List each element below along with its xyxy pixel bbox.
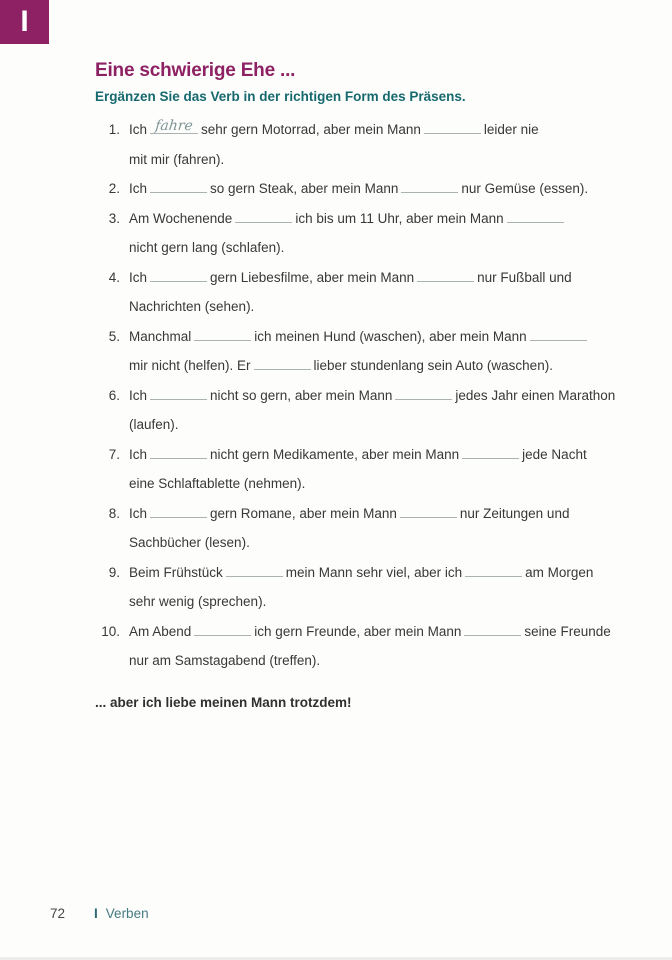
answer-blank[interactable] bbox=[150, 118, 198, 134]
blank-line[interactable] bbox=[424, 118, 481, 134]
blank-line[interactable] bbox=[400, 502, 457, 518]
section-tab bbox=[0, 0, 49, 44]
text-segment: nur Zeitungen und bbox=[459, 505, 570, 521]
text-segment: ich gern Freunde, aber mein Mann bbox=[254, 623, 462, 639]
text-segment: Am Abend bbox=[129, 623, 192, 639]
item-number: 1. bbox=[108, 122, 120, 137]
text-segment: nur am Samstagabend (treffen). bbox=[129, 653, 321, 668]
page-number: 72 bbox=[50, 906, 66, 921]
item-text bbox=[129, 204, 644, 263]
text-segment: Ich bbox=[129, 269, 148, 285]
blank-line[interactable] bbox=[507, 207, 564, 223]
item-number: 10. bbox=[101, 623, 120, 639]
item-number: 6. bbox=[108, 387, 120, 403]
blank-line[interactable] bbox=[150, 177, 207, 193]
text-segment: jedes Jahr einen Marathon bbox=[455, 387, 616, 403]
blank-line[interactable] bbox=[465, 561, 522, 577]
exercise-item bbox=[95, 115, 647, 174]
text-segment: (laufen). bbox=[129, 417, 179, 432]
blank-line[interactable] bbox=[150, 443, 207, 459]
section-title: Verben bbox=[105, 906, 149, 921]
text-segment: leider nie bbox=[483, 122, 539, 137]
closing-line: ... aber ich liebe meinen Mann trotzdem! bbox=[95, 694, 352, 710]
text-segment: eine Schlaftablette (nehmen). bbox=[129, 476, 306, 491]
item-text bbox=[129, 263, 644, 322]
blank-line[interactable] bbox=[150, 502, 207, 518]
exercise-instruction: Ergänzen Sie das Verb in der richtigen Form des Präsens. bbox=[95, 89, 466, 104]
item-text bbox=[129, 381, 644, 440]
blank-line[interactable] bbox=[462, 443, 519, 459]
section-reference bbox=[94, 906, 149, 921]
item-number: 9. bbox=[108, 564, 120, 580]
exercise-item bbox=[95, 322, 647, 381]
text-segment: nicht gern Medikamente, aber mein Mann bbox=[210, 446, 460, 462]
text-segment: sehr wenig (sprechen). bbox=[129, 594, 267, 609]
blank-line[interactable] bbox=[235, 207, 292, 223]
item-text bbox=[129, 617, 644, 676]
blank-line[interactable] bbox=[194, 620, 251, 636]
blank-line[interactable] bbox=[464, 620, 521, 636]
answer-text: fahre bbox=[154, 118, 194, 134]
text-segment: Ich bbox=[129, 122, 148, 137]
text-segment: mir nicht (helfen). Er bbox=[129, 358, 251, 373]
text-segment: Manchmal bbox=[129, 328, 192, 344]
text-segment: nicht gern lang (schlafen). bbox=[129, 240, 285, 255]
text-segment: nur Gemüse (essen). bbox=[461, 181, 589, 196]
exercise-item bbox=[95, 499, 647, 558]
text-segment: gern Liebesfilme, aber mein Mann bbox=[210, 269, 415, 285]
text-segment: Nachrichten (sehen). bbox=[129, 299, 255, 314]
text-segment: gern Romane, aber mein Mann bbox=[210, 505, 397, 521]
item-text bbox=[129, 322, 644, 381]
text-segment: Ich bbox=[129, 446, 148, 462]
exercise-item bbox=[95, 558, 647, 617]
blank-line[interactable] bbox=[226, 561, 283, 577]
exercise-title: Eine schwierige Ehe ... bbox=[95, 60, 296, 81]
text-segment: nicht so gern, aber mein Mann bbox=[210, 387, 393, 403]
item-number: 2. bbox=[108, 181, 120, 196]
item-text bbox=[129, 174, 644, 204]
item-text bbox=[129, 499, 644, 558]
text-segment: Sachbücher (lesen). bbox=[129, 535, 250, 550]
blank-line[interactable] bbox=[194, 325, 251, 341]
text-segment: am Morgen bbox=[525, 564, 594, 580]
text-segment: nur Fußball und bbox=[477, 269, 572, 285]
item-number: 4. bbox=[108, 269, 120, 285]
exercise-item bbox=[95, 263, 647, 322]
blank-line[interactable] bbox=[530, 325, 587, 341]
exercise-item bbox=[95, 440, 647, 499]
item-text bbox=[129, 558, 644, 617]
item-number: 8. bbox=[108, 505, 120, 521]
worksheet bbox=[95, 60, 647, 710]
text-segment: jede Nacht bbox=[522, 446, 587, 462]
section-marker: I bbox=[94, 906, 98, 921]
section-letter: I bbox=[20, 5, 29, 38]
text-segment: lieber stundenlang sein Auto (waschen). bbox=[313, 358, 553, 373]
text-segment: Ich bbox=[129, 181, 148, 196]
blank-line[interactable] bbox=[401, 177, 458, 193]
text-segment: ich bis um 11 Uhr, aber mein Mann bbox=[295, 210, 504, 226]
text-segment: ich meinen Hund (waschen), aber mein Mann bbox=[254, 328, 527, 344]
item-text bbox=[129, 440, 644, 499]
text-segment: Am Wochenende bbox=[129, 210, 233, 226]
blank-line[interactable] bbox=[150, 384, 207, 400]
text-segment: seine Freunde bbox=[524, 623, 611, 639]
exercise-item bbox=[95, 381, 647, 440]
page-footer bbox=[50, 905, 149, 923]
item-text bbox=[129, 115, 644, 174]
exercise-list bbox=[95, 115, 647, 676]
text-segment: mit mir (fahren). bbox=[129, 151, 225, 167]
blank-line[interactable] bbox=[150, 266, 207, 282]
text-segment: so gern Steak, aber mein Mann bbox=[210, 181, 399, 196]
text-segment: Ich bbox=[129, 387, 148, 403]
text-segment: sehr gern Motorrad, aber mein Mann bbox=[201, 122, 421, 137]
blank-line[interactable] bbox=[254, 354, 311, 370]
item-number: 5. bbox=[108, 328, 120, 344]
text-segment: Beim Frühstück bbox=[129, 564, 223, 580]
exercise-item bbox=[95, 617, 647, 676]
text-segment: mein Mann sehr viel, aber ich bbox=[285, 564, 463, 580]
exercise-item bbox=[95, 174, 647, 204]
blank-line[interactable] bbox=[395, 384, 452, 400]
item-number: 3. bbox=[108, 210, 120, 226]
blank-line[interactable] bbox=[417, 266, 474, 282]
item-number: 7. bbox=[108, 446, 120, 462]
text-segment: Ich bbox=[129, 505, 148, 521]
exercise-item bbox=[95, 204, 647, 263]
